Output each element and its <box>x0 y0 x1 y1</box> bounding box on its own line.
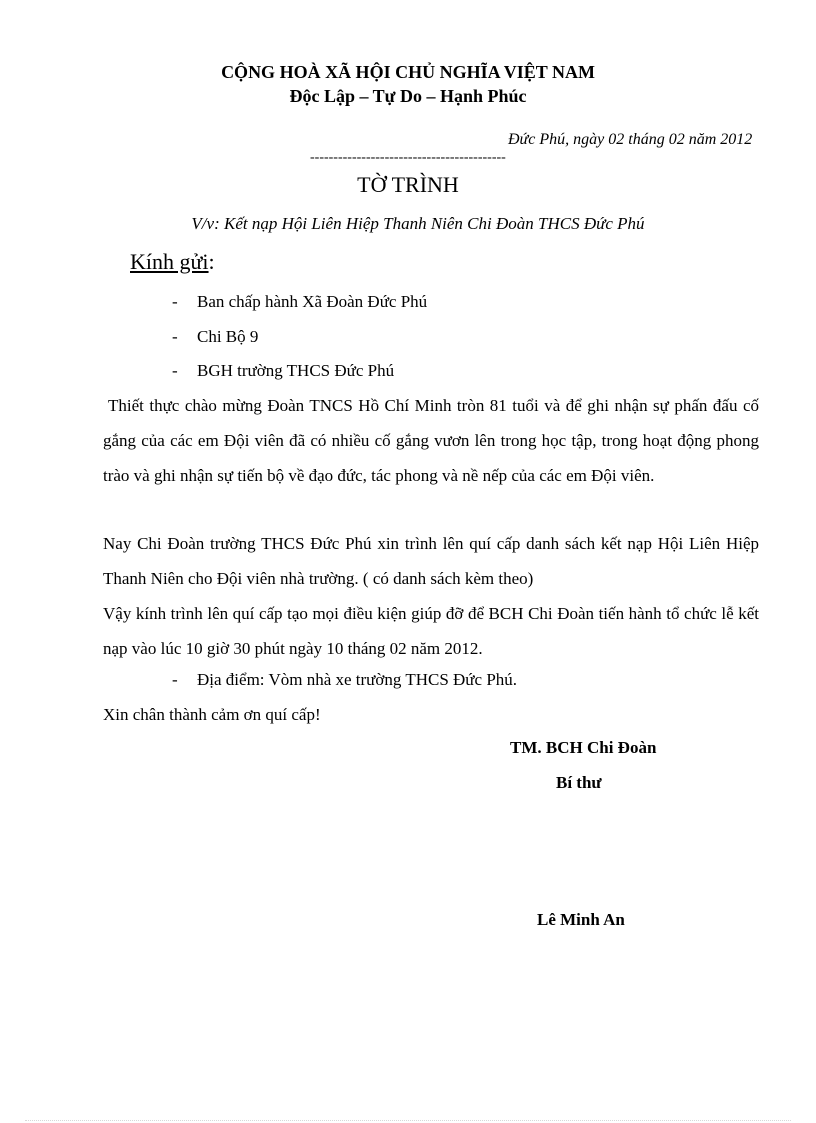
place-date: Đức Phú, ngày 02 tháng 02 năm 2012 <box>508 131 753 148</box>
bullet-dash: - <box>172 327 178 346</box>
document-title: TỜ TRÌNH <box>357 172 459 197</box>
body-paragraph: Thiết thực chào mừng Đoàn TNCS Hồ Chí Minh tròn 81 tuổi và để ghi nhận sự phấn đấu cố gắng của các em Đội viên đã có nhiều cố gắng vươn lên trong học tập, trong hoạt động phong trào và ghi nhận sự tiến bộ về đạo đức, tác phong và nề nếp của các em Đội viên. <box>103 396 759 485</box>
recipients-colon: : <box>208 249 215 274</box>
body-paragraph: Vậy kính trình lên quí cấp tạo mọi điều kiện giúp đỡ để BCH Chi Đoàn tiến hành tổ chức lễ kết nạp vào lúc 10 giờ 30 phút ngày 10 tháng 02 năm 2012. <box>103 604 759 658</box>
recipient-text: BGH trường THCS Đức Phú <box>197 361 395 380</box>
recipient-text: Chi Bộ 9 <box>197 327 259 346</box>
separator-line: ------------------------------------------ <box>310 150 506 165</box>
location-text: Địa điểm: Vòm nhà xe trường THCS Đức Phú. <box>197 670 518 689</box>
recipient-item <box>172 361 394 381</box>
signature-position: Bí thư <box>556 773 602 792</box>
location-item <box>172 670 517 690</box>
bullet-dash: - <box>172 670 178 689</box>
body-paragraph: Nay Chi Đoàn trường THCS Đức Phú xin trình lên quí cấp danh sách kết nạp Hội Liên Hiệp Thanh Niên cho Đội viên nhà trường. ( có danh sách kèm theo) <box>103 534 759 588</box>
recipient-text: Ban chấp hành Xã Đoàn Đức Phú <box>197 292 428 311</box>
recipient-item <box>172 292 427 312</box>
recipients-heading <box>130 249 215 275</box>
signature-on-behalf: TM. BCH Chi Đoàn <box>510 738 657 757</box>
signer-name: Lê Minh An <box>537 910 625 929</box>
recipients-label: Kính gửi <box>130 249 209 274</box>
closing-line: Xin chân thành cảm ơn quí cấp! <box>103 705 321 724</box>
bullet-dash: - <box>172 292 178 311</box>
page-bottom-divider <box>25 1120 791 1121</box>
national-title: CỘNG HOÀ XÃ HỘI CHỦ NGHĨA VIỆT NAM <box>221 62 595 82</box>
motto: Độc Lập – Tự Do – Hạnh Phúc <box>289 86 527 106</box>
bullet-dash: - <box>172 361 178 380</box>
document-subject: V/v: Kết nạp Hội Liên Hiệp Thanh Niên Chi Đoàn THCS Đức Phú <box>191 214 645 233</box>
recipient-item <box>172 327 258 347</box>
